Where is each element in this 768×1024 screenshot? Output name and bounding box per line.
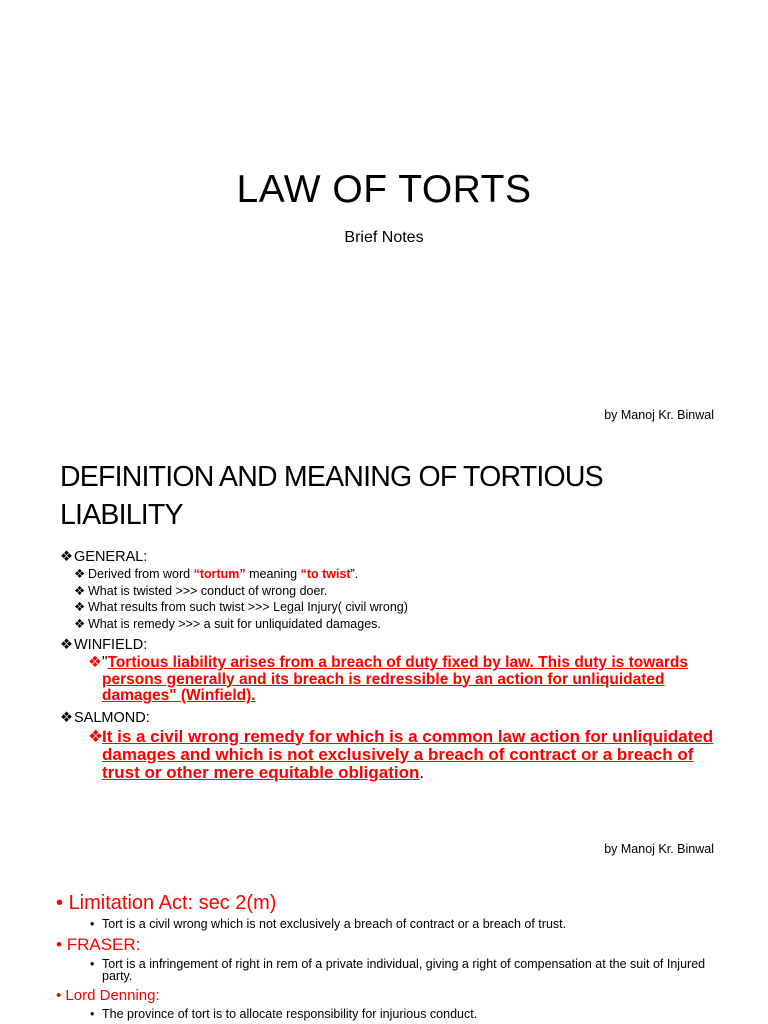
diamond-bullet-icon: ❖ [74,616,86,631]
definitions-slide [0,864,768,1024]
bullet-dot-icon: • [56,935,67,954]
salmond-heading: ❖SALMOND: [60,709,150,726]
diamond-bullet-icon: ❖ [74,567,86,581]
winfield-heading: ❖WINFIELD: [60,637,148,653]
bullet-dot-icon: • [90,1007,95,1021]
title-slide [0,0,768,432]
bullet-dot-icon: • [56,892,69,914]
bullet-dot-icon: • [90,917,95,931]
slide-heading: DEFINITION AND MEANING OF TORTIOUS LIABILITY [60,461,603,531]
list-item: • Tort is a infringement of right in rem of a private individual, giving a right of compensation at the suit of Injured party. [90,957,706,983]
slide-content [56,890,716,1024]
diamond-bullet-icon: ❖ [60,637,73,653]
diamond-bullet-icon: ❖ [74,600,86,614]
list-item: ❖ What results from such twist >>> Legal Injury( civil wrong) [74,600,408,614]
list-item: • The province of tort is to allocate responsibility for injurious conduct. [90,1007,478,1021]
bullet-dot-icon: • [90,957,95,971]
definition-slide [0,432,768,864]
author-credit: by Manoj Kr. Binwal [604,408,714,422]
bullet-dot-icon: • [56,987,66,1004]
list-item: ❖ Derived from word “tortum” meaning “to twist”. [74,567,359,581]
author-credit: by Manoj Kr. Binwal [604,842,714,856]
diamond-bullet-icon: ❖ [60,549,73,565]
highlight-term: “tortum” [193,567,246,581]
diamond-bullet-icon: ❖ [60,709,73,726]
diamond-bullet-icon: ❖ [74,583,86,598]
winfield-quote: ❖"Tortious liability arises from a breach of duty fixed by law. This duty is towards persons generally and its breach is redressible by an action for unliquidated damages" (Winfield). [88,654,689,704]
diamond-bullet-icon: ❖ [88,726,104,746]
list-item: ❖ What is remedy >>> a suit for unliquidated damages. [74,616,381,631]
general-heading: ❖GENERAL: [60,549,148,565]
highlight-term: “to twist [300,567,351,581]
list-item: • Lord Denning: [56,987,160,1004]
slide-title: LAW OF TORTS [236,168,532,211]
list-item: • Tort is a civil wrong which is not exclusively a breach of contract or a breach of trust. [90,917,567,931]
slide-subtitle: Brief Notes [344,229,424,246]
diamond-bullet-icon: ❖ [88,654,102,671]
list-item: • Limitation Act: sec 2(m) [56,892,277,914]
list-item: ❖ What is twisted >>> conduct of wrong doer. [74,583,328,598]
slide-content [60,546,720,786]
salmond-quote: ❖It is a civil wrong remedy for which is a common law action for unliquidated damages and which is not exclusively a breach of contract or a breach of trust or other mere equitable obligation. [88,726,714,782]
list-item: • FRASER: [56,935,141,954]
